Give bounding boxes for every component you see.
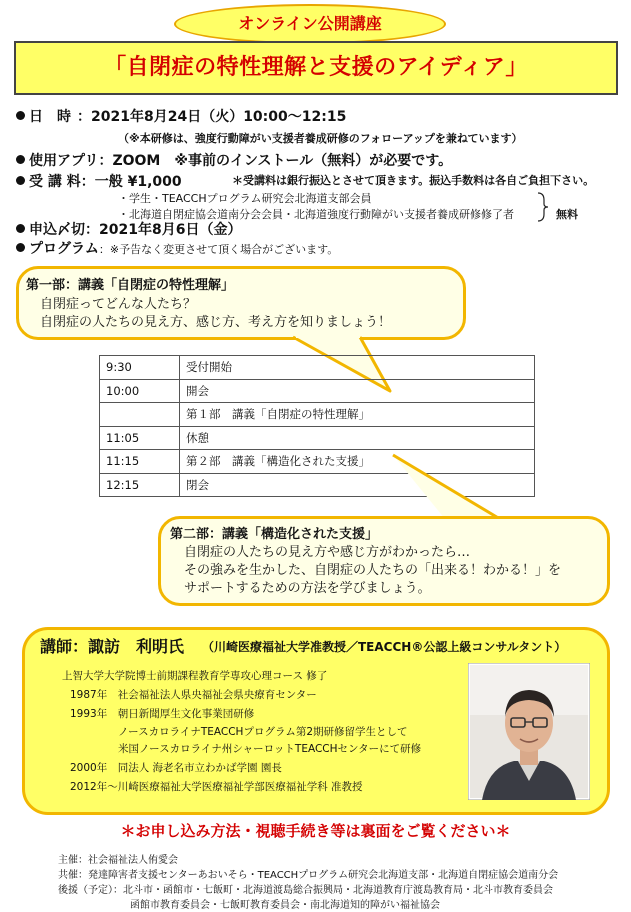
part2-title: 第二部：講義「構造化された支援」 [170, 527, 379, 542]
part2-bubble-tail [390, 452, 510, 522]
career-line: 米国ノースカロライナ州シャーロットTEACCHセンターにて研修 [118, 743, 422, 755]
support-line-2: 函館市教育委員会・七飯町教育委員会・南北海道知的障がい福祉協会 [130, 900, 440, 911]
table-row [100, 403, 535, 427]
table-row [100, 356, 535, 380]
speaker-name: 講師：諏訪 利明氏 [40, 637, 185, 656]
fee-free-label: 無料 [556, 208, 578, 221]
cohost-line: 共催：発達障害者支援センターあおいそら・TEACCHプログラム研究会北海道支部・北海道自閉症協会道南分会 [58, 870, 559, 881]
table-row [100, 379, 535, 403]
app-row [16, 150, 452, 170]
fee-note: ＊受講料は銀行振込とさせて頂きます。振込手数料は各自ご負担下さい。 [232, 174, 595, 187]
deadline-value: ：2021年8月6日（金） [85, 222, 242, 238]
schedule-time [100, 403, 180, 427]
career-line: 1993年 朝日新聞厚生文化事業団研修 [70, 708, 255, 720]
schedule-item: 第１部 講義「自閉症の特性理解」 [180, 403, 535, 427]
bullet-icon [16, 176, 25, 185]
schedule-item: 第２部 講義「構造化された支援」 [180, 450, 535, 474]
date-label: 日 時 [29, 109, 71, 125]
part1-line1: 自閉症ってどんな人たち？ [40, 297, 197, 312]
schedule-time: 11:05 [100, 426, 180, 450]
part1-title: 第一部：講義「自閉症の特性理解」 [26, 278, 235, 293]
part1-line2: 自閉症の人たちの見え方、感じ方、考え方を知りましょう！ [40, 315, 392, 330]
career-line: 上智大学大学院博士前期課程教育学専攻心理コース 修了 [62, 670, 328, 682]
part2-line3: サポートするための方法を学びましょう。 [184, 581, 431, 596]
career-line: 2012年〜川崎医療福祉大学医療福祉学部医療福祉学科 准教授 [70, 781, 363, 793]
brace-icon [536, 192, 550, 222]
schedule-time: 10:00 [100, 379, 180, 403]
deadline-label: 申込〆切 [29, 222, 85, 238]
page-title: 「自閉症の特性理解と支援のアイディア」 [104, 55, 528, 80]
table-row [100, 426, 535, 450]
date-row [16, 106, 346, 126]
speaker-photo [468, 663, 590, 800]
schedule-item: 閉会 [180, 473, 535, 497]
speaker-affiliation: （川崎医療福祉大学准教授／TEACCH®公認上級コンサルタント） [202, 640, 567, 654]
support-line-1: 後援（予定）：北斗市・函館市・七飯町・北海道渡島総合振興局・北海道教育庁渡島教育局・北斗市教育委員会 [58, 885, 553, 896]
bullet-icon [16, 155, 25, 164]
fee-label: 受 講 料 [29, 174, 81, 190]
application-notice: ＊お申し込み方法・視聴手続き等は裏面をご覧ください＊ [120, 822, 511, 840]
part2-line2: その強みを生かした、自閉症の人たちの「出来る！わかる！」を [184, 563, 562, 578]
fee-free-1: ・学生・TEACCHプログラム研究会北海道支部会員 [118, 192, 372, 205]
deadline-row [16, 219, 241, 239]
app-value: ：ZOOM ※事前のインストール（無料）が必要です。 [98, 153, 453, 169]
career-line: 1987年 社会福祉法人県央福祉会県央療育センター [70, 689, 317, 701]
bullet-icon [16, 111, 25, 120]
bullet-icon [16, 243, 25, 252]
schedule-time: 9:30 [100, 356, 180, 380]
schedule-item: 受付開始 [180, 356, 535, 380]
schedule-time: 12:15 [100, 473, 180, 497]
date-value: ：2021年8月24日（火）10:00〜12:15 [77, 109, 347, 125]
career-line: ノースカロライナTEACCHプログラム第2期研修留学生として [118, 726, 408, 738]
career-line: 2000年 同法人 海老名市立わかば学園 園長 [70, 762, 282, 774]
date-note: （※本研修は、強度行動障がい支援者養成研修のフォローアップを兼ねています） [118, 132, 523, 145]
course-badge: オンライン公開講座 [174, 4, 446, 44]
schedule-item: 開会 [180, 379, 535, 403]
bullet-icon [16, 224, 25, 233]
program-label: プログラム [29, 241, 99, 257]
app-label: 使用アプリ [29, 153, 99, 169]
fee-free-2: ・北海道自閉症協会道南分会会員・北海道強度行動障がい支援者養成研修修了者 [118, 208, 514, 221]
host-line: 主催：社会福祉法人侑愛会 [58, 855, 178, 866]
fee-value: ：一般 ¥1,000 [80, 174, 182, 190]
fee-row [16, 171, 182, 191]
schedule-item: 休憩 [180, 426, 535, 450]
schedule-time: 11:15 [100, 450, 180, 474]
part2-line1: 自閉症の人たちの見え方や感じ方がわかったら… [184, 545, 471, 560]
program-note: ：※予告なく変更させて頂く場合がございます。 [98, 243, 339, 256]
program-row [16, 238, 338, 258]
